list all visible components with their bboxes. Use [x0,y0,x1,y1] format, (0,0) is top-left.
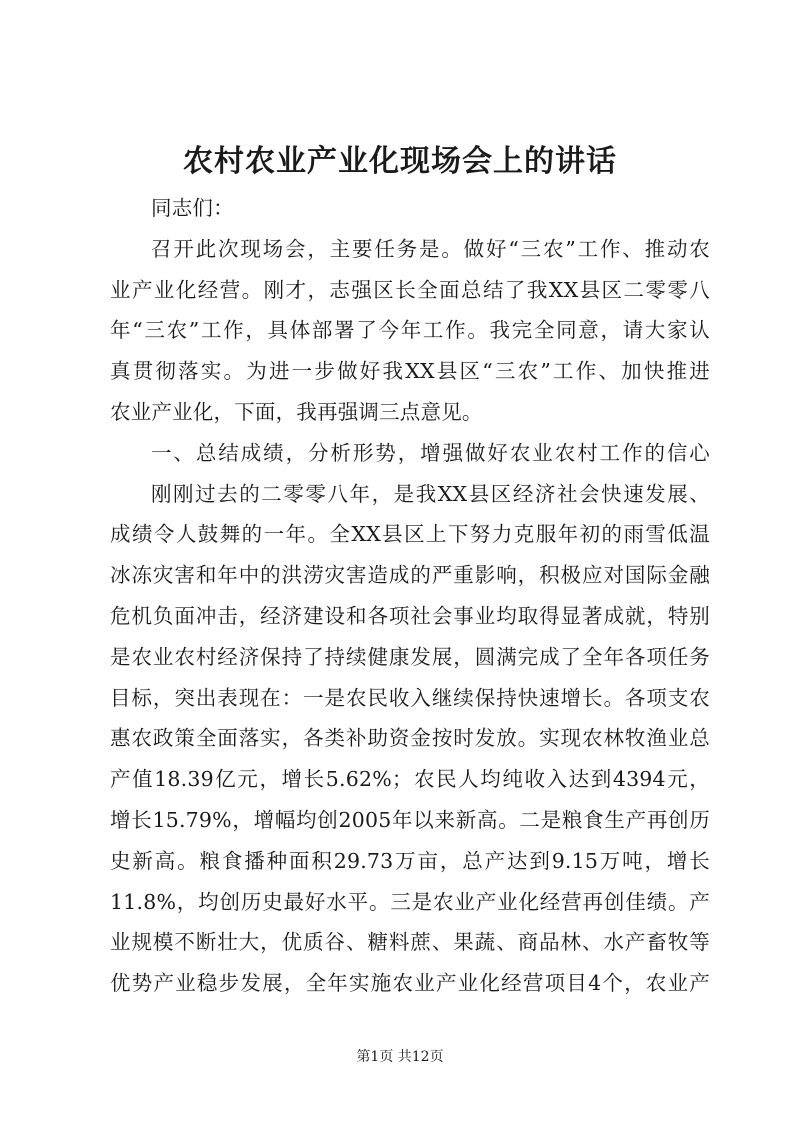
paragraph-line: 目标，突出表现在：一是农民收入继续保持快速增长。各项支农 [110,685,710,710]
paragraph-line: 优势产业稳步发展，全年实施农业产业化经营项目4个，农业产 [110,971,710,996]
paragraph-line: 农业产业化，下面，我再强调三点意见。 [110,399,483,424]
paragraph-line: 增长15.79%，增幅均创2005年以来新高。二是粮食生产再创历 [110,807,710,832]
paragraph-line: 11.8%，均创历史最好水平。三是农业产业化经营再创佳绩。产 [110,889,710,914]
section-heading: 一、总结成绩，分析形势，增强做好农业农村工作的信心 [151,440,710,465]
paragraph-line: 是农业农村经济保持了持续健康发展，圆满完成了全年各项任务 [110,644,710,669]
document-title: 农村农业产业化现场会上的讲话 [183,144,617,179]
paragraph-line: 成绩令人鼓舞的一年。全XX县区上下努力克服年初的雨雪低温 [110,522,710,547]
paragraph-line: 冰冻灾害和年中的洪涝灾害造成的严重影响，积极应对国际金融 [110,563,710,588]
paragraph-line: 危机负面冲击，经济建设和各项社会事业均取得显著成就，特别 [110,603,710,628]
paragraph-line: 惠农政策全面落实，各类补助资金按时发放。实现农林牧渔业总 [110,726,710,751]
document-body [110,188,710,1004]
paragraph-line: 业产业化经营。刚才，志强区长全面总结了我XX县区二零零八 [110,277,710,302]
paragraph-line: 业规模不断壮大，优质谷、糖料蔗、果蔬、商品林、水产畜牧等 [110,930,710,955]
paragraph-line: 年“三农”工作，具体部署了今年工作。我完全同意，请大家认 [110,318,710,343]
page-number-footer: 第1页 共12页 [356,1049,444,1065]
paragraph-line: 同志们： [151,196,234,220]
paragraph-line: 产值18.39亿元，增长5.62%；农民人均纯收入达到4394元， [110,767,710,792]
paragraph-line: 召开此次现场会，主要任务是。做好“三农”工作、推动农 [151,236,710,261]
paragraph-line: 真贯彻落实。为进一步做好我XX县区“三农”工作、加快推进 [110,359,710,384]
paragraph-line: 史新高。粮食播种面积29.73万亩，总产达到9.15万吨，增长 [110,848,710,873]
paragraph-line: 刚刚过去的二零零八年，是我XX县区经济社会快速发展、 [151,481,710,506]
